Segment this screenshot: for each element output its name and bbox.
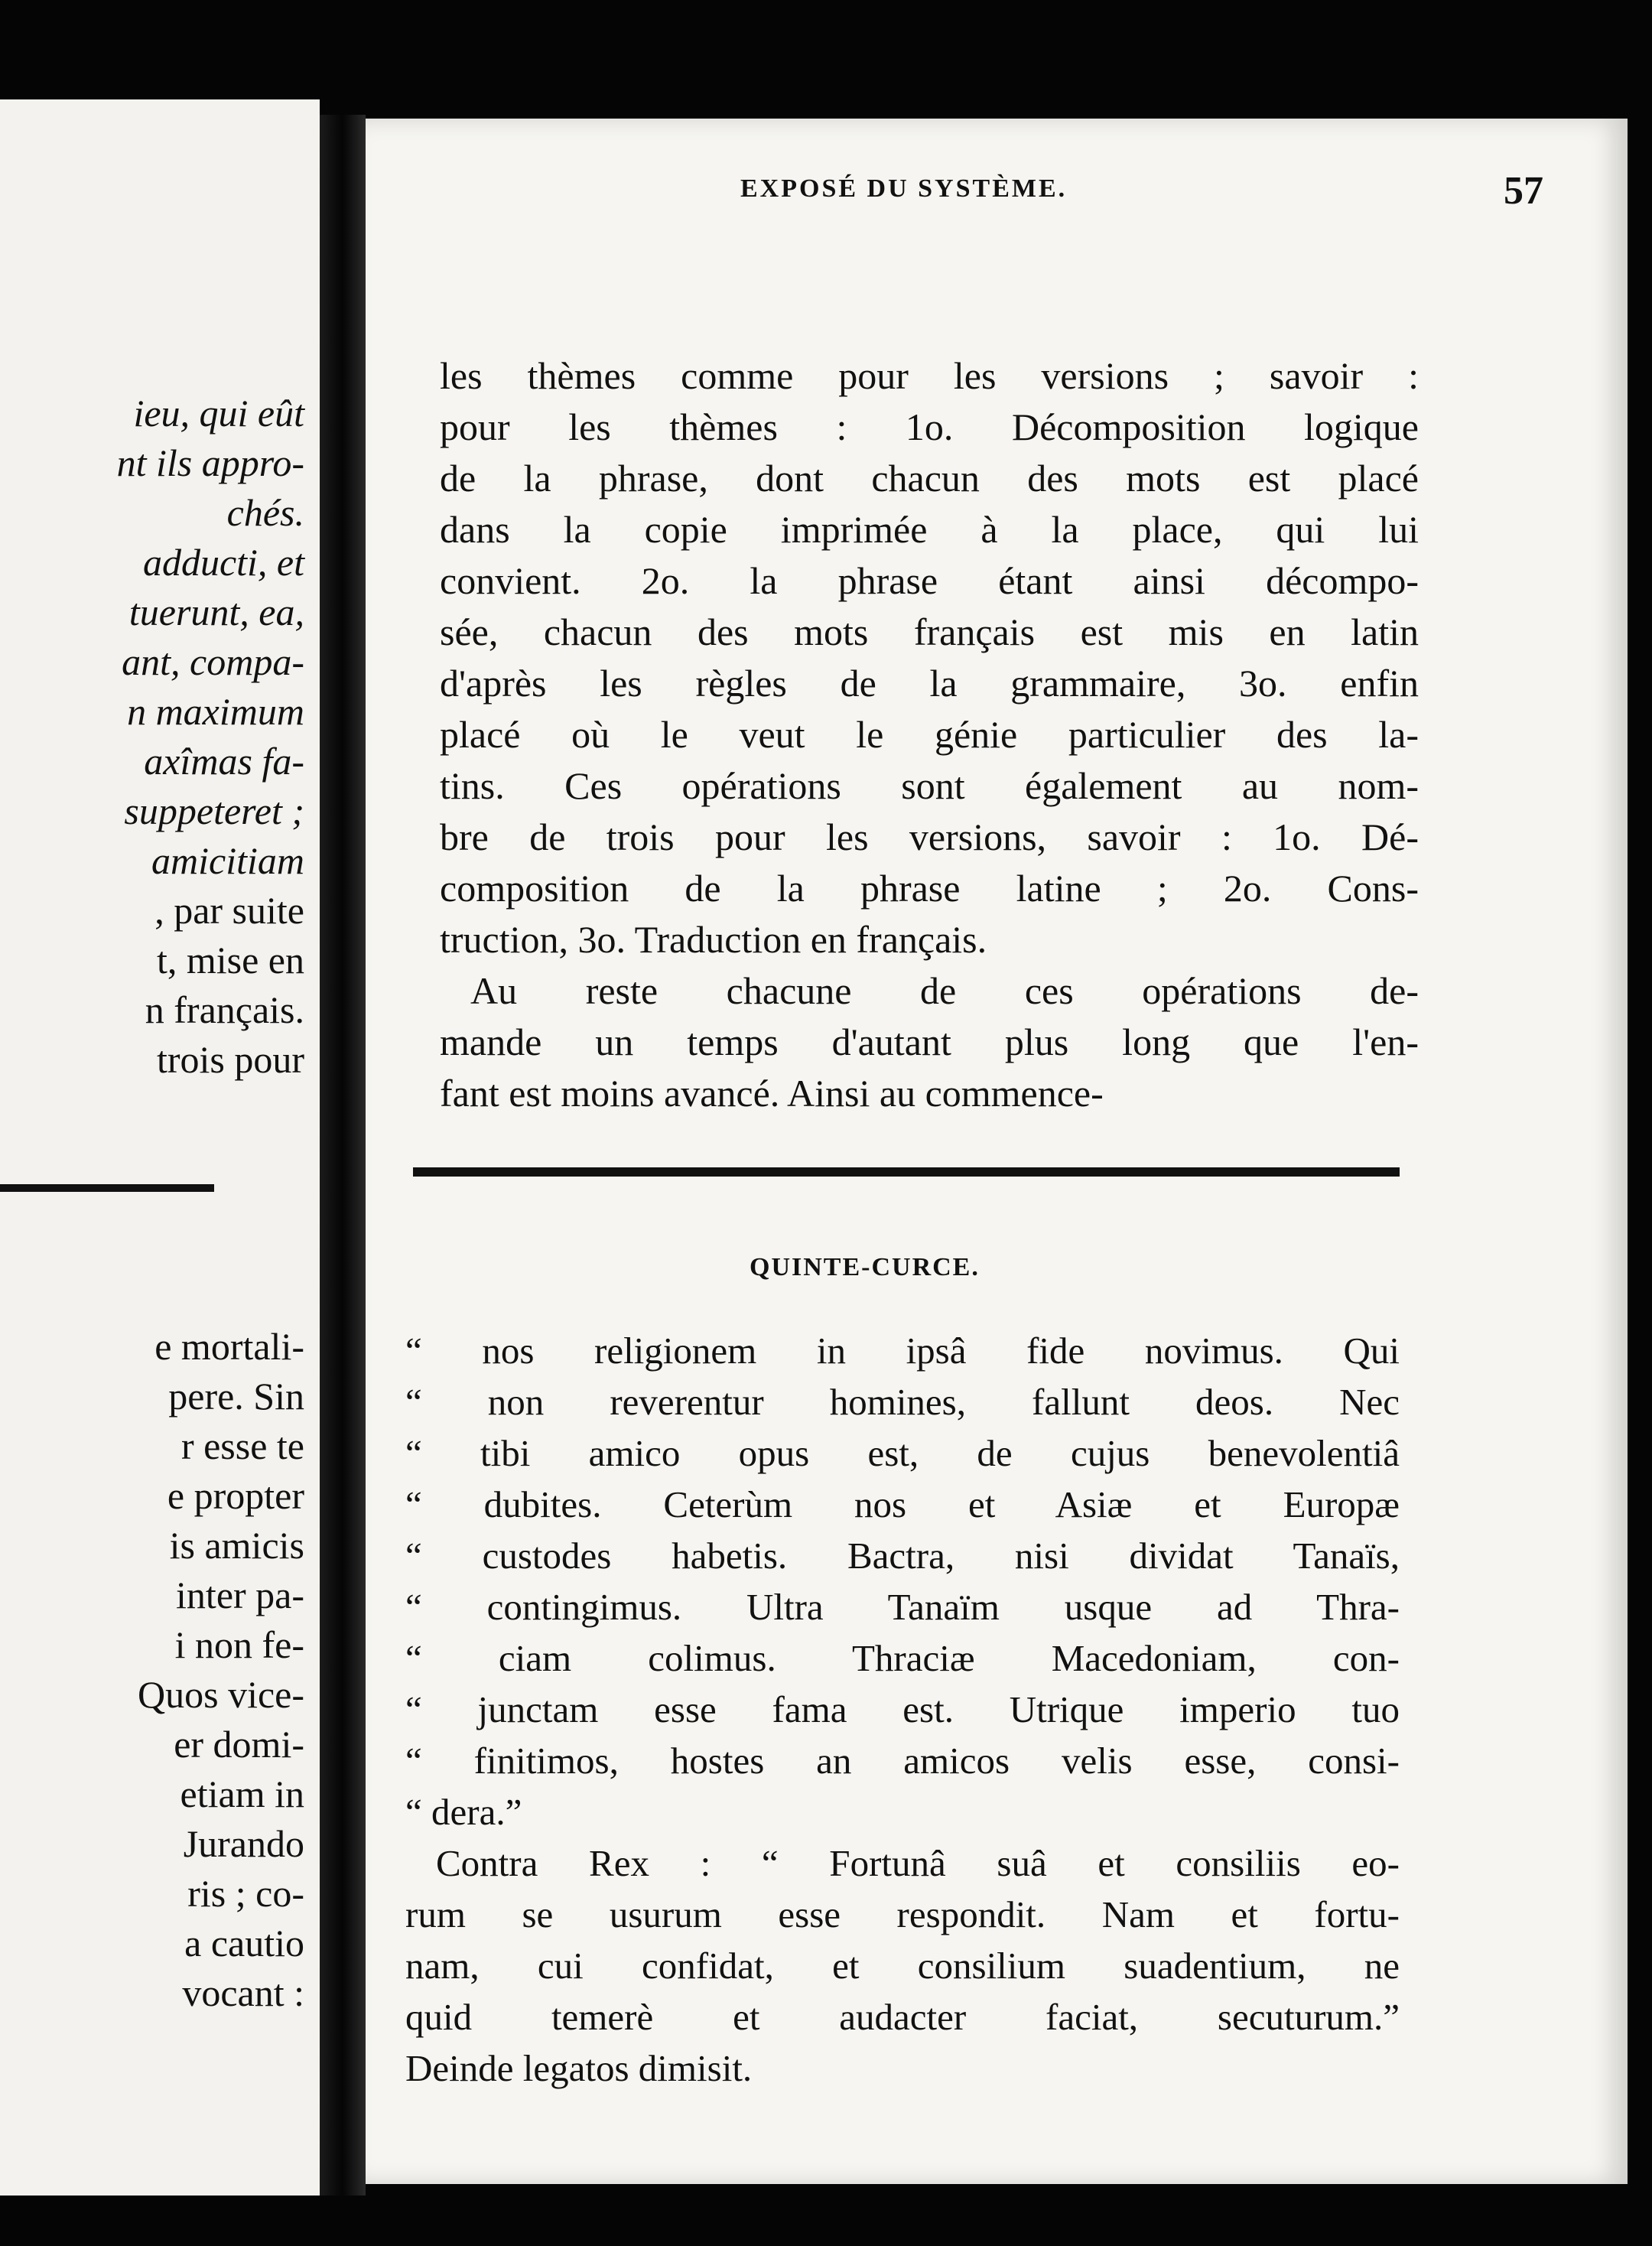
left-text-line: vocant : — [182, 1971, 304, 2014]
text-line: “ tibi amico opus est, de cujus benevolentiâ — [405, 1432, 1400, 1474]
text-line: Au reste chacune de ces opérations de- — [470, 969, 1419, 1012]
page-number: 57 — [1504, 169, 1543, 213]
text-line: nam, cui confidat, et consilium suadentium, ne — [405, 1945, 1400, 1987]
text-line: “ junctam esse fama est. Utrique imperio tuo — [405, 1688, 1400, 1730]
text-line: les thèmes comme pour les versions ; savoir : — [440, 354, 1419, 397]
running-head — [366, 168, 1628, 222]
upper-body-text — [440, 350, 1419, 1119]
left-text-line: nt ils appro- — [116, 441, 304, 484]
text-line: Deinde legatos dimisit. — [405, 2047, 753, 2089]
left-text-line: chés. — [226, 491, 304, 534]
left-text-line: , par suite — [154, 889, 304, 932]
latin-body-text — [405, 1325, 1400, 2094]
text-line: d'après les règles de la grammaire, 3o. enfin — [440, 662, 1419, 705]
text-line: sée, chacun des mots français est mis en latin — [440, 610, 1419, 653]
text-line: “ ciam colimus. Thraciæ Macedoniam, con- — [405, 1637, 1400, 1679]
left-text-line: etiam in — [180, 1772, 304, 1815]
text-line: “ nos religionem in ipsâ fide novimus. Qui — [405, 1330, 1400, 1372]
left-text-line: Jurando — [183, 1822, 304, 1865]
text-line: Contra Rex : “ Fortunâ suâ et consiliis eo- — [436, 1842, 1400, 1884]
text-line: de la phrase, dont chacun des mots est placé — [440, 457, 1419, 500]
text-line: bre de trois pour les versions, savoir : 1o. Dé- — [440, 815, 1419, 858]
text-line: truction, 3o. Traduction en français. — [440, 918, 987, 961]
text-line: convient. 2o. la phrase étant ainsi décompo- — [440, 559, 1419, 602]
left-text-line: Quos vice- — [138, 1673, 304, 1716]
text-line: “ non reverentur homines, fallunt deos. Nec — [405, 1381, 1400, 1423]
left-text-line: ris ; co- — [187, 1872, 304, 1915]
left-text-line: adducti, et — [142, 541, 304, 584]
text-line: placé où le veut le génie particulier des la- — [440, 713, 1419, 756]
left-text-line: n maximum — [127, 690, 304, 733]
text-line: “ contingimus. Ultra Tanaïm usque ad Thra- — [405, 1586, 1400, 1628]
text-line: “ finitimos, hostes an amicos velis esse, consi- — [405, 1740, 1400, 1782]
text-line: quid temerè et audacter faciat, secuturum.” — [405, 1996, 1400, 2038]
text-line: pour les thèmes : 1o. Décomposition logique — [440, 405, 1419, 448]
left-text-line: tuerunt, ea, — [128, 591, 304, 633]
left-section-rule — [0, 1184, 214, 1192]
text-line: “ dubites. Ceterùm nos et Asiæ et Europæ — [405, 1483, 1400, 1525]
text-line: tins. Ces opérations sont également au nom- — [440, 764, 1419, 807]
left-text-line: pere. Sin — [168, 1375, 304, 1418]
section-heading: QUINTE-CURCE. — [750, 1253, 980, 1281]
text-line: “ custodes habetis. Bactra, nisi dividat Tanaïs, — [405, 1535, 1400, 1577]
left-text-line: r esse te — [180, 1424, 304, 1467]
text-line: dans la copie imprimée à la place, qui lui — [440, 508, 1419, 551]
section-rule — [413, 1167, 1400, 1177]
left-text-line: amicitiam — [151, 839, 304, 882]
left-page-fragment — [0, 99, 320, 2196]
book-gutter — [320, 115, 366, 2196]
left-text-line: t, mise en — [156, 939, 304, 981]
left-text-line: n français. — [145, 988, 304, 1031]
left-text-line: is amicis — [169, 1524, 304, 1567]
left-text-line: ieu, qui eût — [133, 392, 304, 435]
text-line: composition de la phrase latine ; 2o. Cons- — [440, 867, 1419, 910]
left-text-line: suppeteret ; — [124, 789, 304, 832]
left-text-line: ant, compa- — [122, 640, 304, 683]
left-text-line: i non fe- — [174, 1623, 304, 1666]
left-text-line: e mortali- — [154, 1325, 304, 1368]
left-text-line: a cautio — [184, 1922, 304, 1964]
left-text-line: e propter — [167, 1474, 304, 1517]
left-text-line: axîmas fa- — [144, 740, 304, 783]
left-text-line: er domi- — [174, 1723, 304, 1766]
left-text-line: trois pour — [156, 1038, 304, 1081]
running-title: EXPOSÉ DU SYSTÈME. — [740, 174, 1068, 203]
left-text-line: inter pa- — [176, 1574, 304, 1616]
text-line: rum se usurum esse respondit. Nam et fortu- — [405, 1893, 1400, 1935]
text-line: fant est moins avancé. Ainsi au commence- — [440, 1072, 1104, 1115]
text-line: mande un temps d'autant plus long que l'en- — [440, 1020, 1419, 1063]
text-line: “ dera.” — [405, 1791, 522, 1833]
